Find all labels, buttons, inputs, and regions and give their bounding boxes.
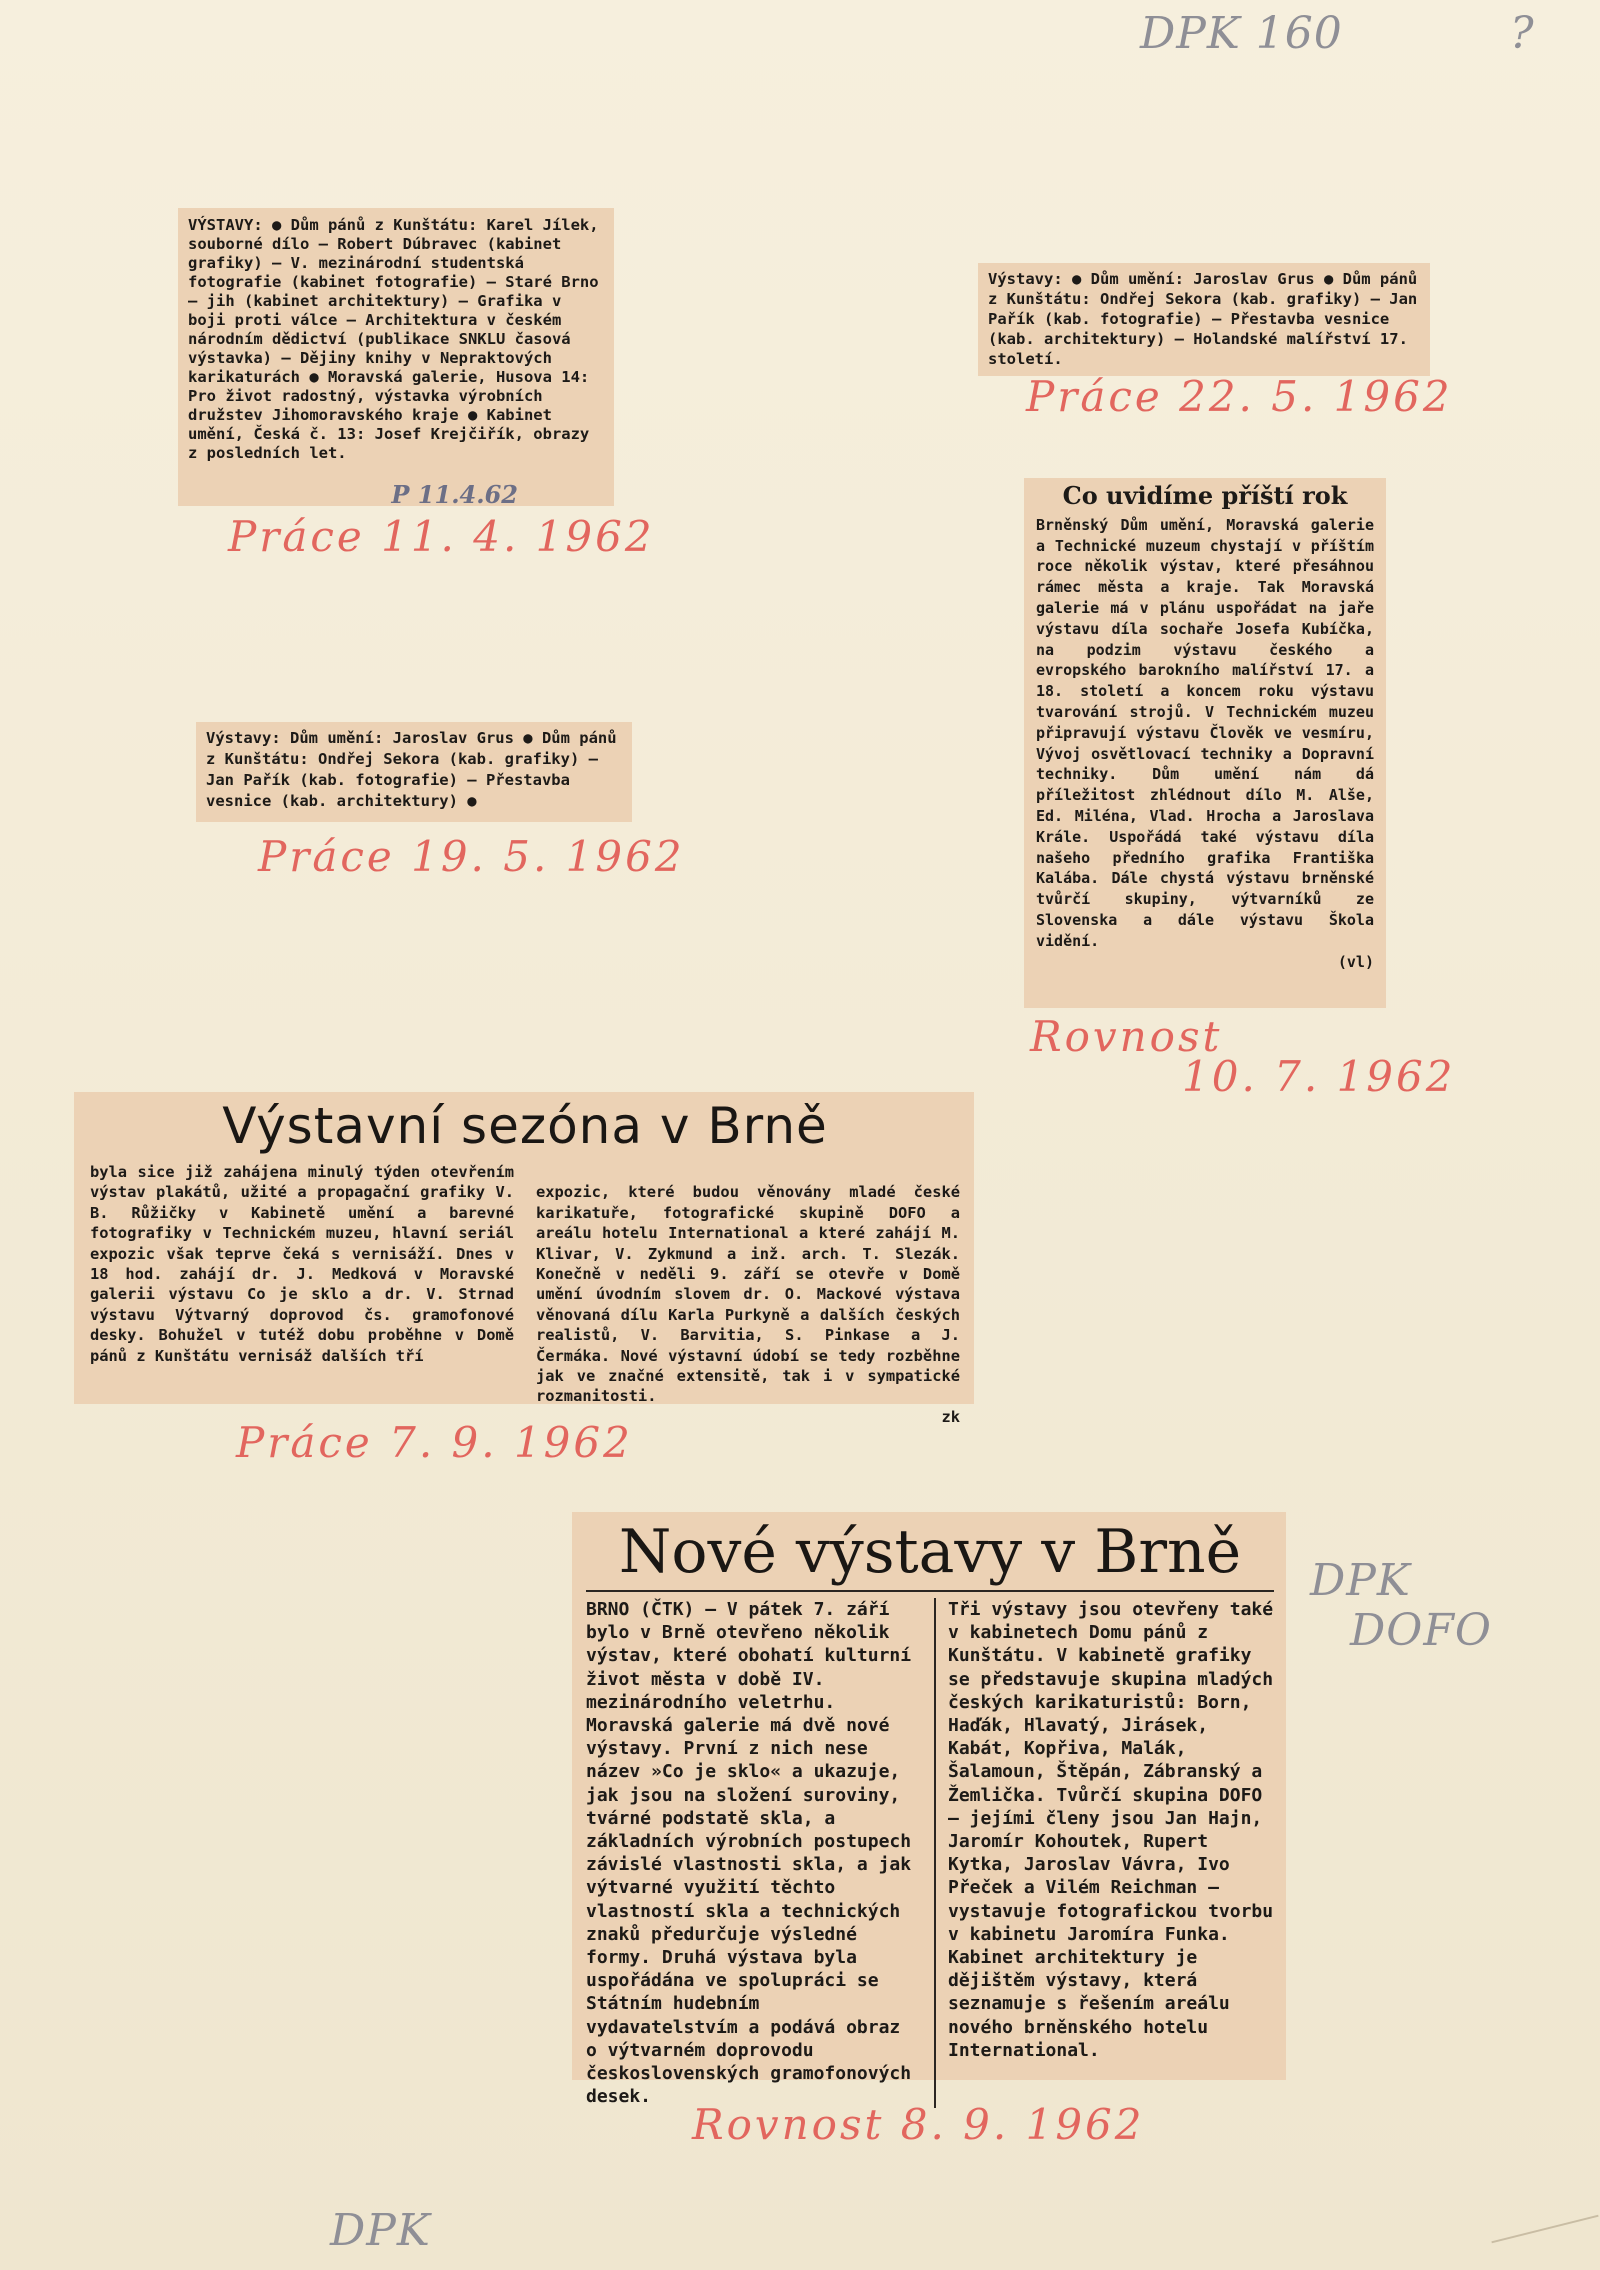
clipping-text: VÝSTAVY: ● Dům pánů z Kunštátu: Karel Jílek, souborné dílo — Robert Dúbravec (kabinet grafiky) — V. mezinárodní studentská fotografie (kabinet fotografie) — Staré Brno — jih (kabinet architektury) — Grafika v boji proti válce — Architektura v českém národním dědictví (publikace SNKLU časová výstavka) — Dějiny knihy v Nepraktových karikaturách ● Moravská galerie, Husova 14: Pro život radostný, výstavka výrobních družstev Jihomoravského kraje ● Kabinet umění, Česká č. 13: Josef Krejčiřík, obrazy z posledních let.	[188, 216, 599, 462]
article-column-right: Tři výstavy jsou otevřeny také v kabinetech Domu pánů z Kunštátu. V kabinetě grafiky se představuje skupina mladých českých karikaturistů: Born, Haďák, Hlavatý, Jirásek, Kabát, Kopřiva, Malák, Šalamoun, Štěpán, Zábranský a Žemlička. Tvůrčí skupina DOFO — jejími členy jsou Jan Hajn, Jaromír Kohoutek, Rupert Kytka, Jaroslav Vávra, Ivo Přeček a Vilém Reichman — vystavuje fotografickou tvorbu v kabinetu Jaromíra Funka. Kabinet architektury je dějištěm výstavy, která seznamuje s řešením areálu nového brněnského hotelu International.	[934, 1598, 1274, 2108]
article-column-left: BRNO (ČTK) — V pátek 7. září bylo v Brně otevřeno několik výstav, které obohatí kulturní život města v době IV. mezinárodního veletrhu. Moravská galerie má dvě nové výstavy. První z nich nese název »Co je sklo« a ukazuje, jak jsou na složení suroviny, tvárné podstatě skla, a základních výrobních postupech závislé vlastnosti skla, a jak výtvarné využití těchto vlastností skla a technických znaků předurčuje výsledné formy. Druhá výstava byla uspořádána ve spolupráci se Státním hudebním vydavatelstvím a podává obraz o výtvarném doprovodu československých gramofonových desek.	[586, 1599, 912, 2108]
handwritten-date: P 11.4.62	[391, 480, 518, 509]
pencil-note-bottom: DPK	[330, 2205, 431, 2256]
paper-edge-line	[1491, 2215, 1598, 2244]
clipping-text: Výstavy: ● Dům umění: Jaroslav Grus ● Dům pánů z Kunštátu: Ondřej Sekora (kab. grafiky) — Jan Pařík (kab. fotografie) — Přestavba vesnice (kab. architektury) — Holandské malířství 17. století.	[988, 270, 1418, 368]
clipping-vystavni-sezona	[74, 1092, 974, 1426]
clipping-text: Brněnský Dům umění, Moravská galerie a Technické muzeum chystají v příštím roce několik výstav, které přesáhnou rámec města a kraje. Tak Moravská galerie má v plánu uspořádat na jaře výstavu díla sochaře Josefa Kubíčka, na podzim výstavu českého a evropského barokního malířství 17. a 18. století a koncem roku výstavu tvarování strojů. V Technickém muzeu připravují výstavu Člověk ve vesmíru, Vývoj osvětlovací techniky a Dopravní techniky. Dům umění nám dá příležitost zhlédnout dílo M. Alše, Ed. Miléna, Vlad. Hrocha a Jaroslava Krále. Uspořádá také výstavu díla našeho předního grafika Františka Kalába. Dále chystá výstavu brněnské tvůrčí skupiny, výtvarníků ze Slovenska a dále výstavu Škola vidění.	[1036, 515, 1374, 950]
clipping-vystavy-may-22	[978, 263, 1430, 376]
source-stamp: Práce 7. 9. 1962	[236, 1418, 633, 1467]
author-signature: zk	[941, 1407, 960, 1426]
article-column-left: byla sice již zahájena minulý týden otevřením výstav plakátů, užité a propagační grafiky V. B. Růžičky v Kabinetě umění a barevné fotografiky v Technickém muzeu, hlavní seriál expozic však teprve čeká s vernisáží. Dnes v 18 hod. zahájí dr. J. Medková v Moravské galerii výstavu Co je sklo a dr. V. Strnad výstavu Výtvarný doprovod čs. gramofonové desky. Bohužel v tutéž dobu proběhne v Domě pánů z Kunštátu vernisáž dalších tří	[90, 1163, 514, 1365]
source-stamp: Práce 11. 4. 1962	[228, 512, 655, 561]
clipping-co-uvidime	[1024, 478, 1386, 1008]
source-stamp: Rovnost 8. 9. 1962	[692, 2100, 1145, 2149]
pencil-note-archive-code: DPK 160	[1140, 8, 1343, 59]
clipping-title: Výstavní sezóna v Brně	[222, 1097, 828, 1155]
clipping-vystavy-april	[178, 208, 614, 509]
article-column-right: expozic, které budou věnovány mladé české karikatuře, fotografické skupině DOFO a areálu hotelu International a které zahájí M. Klivar, V. Zykmund a inž. arch. T. Slezák. Konečně v neděli 9. září se otevře v Domě umění úvodním slovem dr. O. Mackové výstava věnovaná dílu Karla Purkyně a dalších českých realistů, V. Barvitia, S. Pinkase a J. Čermáka. Nové výstavní údobí se tedy rozběhne jak ve značné extensitě, tak i v sympatické rozmanitosti. zk	[536, 1183, 960, 1426]
source-stamp: Práce 19. 5. 1962	[258, 832, 685, 881]
pencil-note-right-1: DPK	[1310, 1555, 1411, 1606]
pencil-note-right-2: DOFO	[1350, 1605, 1492, 1656]
source-stamp: Práce 22. 5. 1962	[1026, 372, 1453, 421]
source-stamp-date: 10. 7. 1962	[1182, 1052, 1456, 1101]
clipping-text: Výstavy: Dům umění: Jaroslav Grus ● Dům pánů z Kunštátu: Ondřej Sekora (kab. grafiky) — Jan Pařík (kab. fotografie) — Přestavba vesnice (kab. architektury) ●	[206, 729, 617, 810]
clipping-title: Nové výstavy v Brně	[586, 1514, 1274, 1592]
author-signature: (vl)	[1337, 952, 1374, 971]
clipping-title: Co uvidíme příští rok	[1062, 481, 1348, 510]
clipping-nove-vystavy	[572, 1512, 1286, 2108]
pencil-note-question-mark: ?	[1510, 8, 1535, 59]
clipping-vystavy-may-19	[196, 722, 632, 822]
source-stamp-name: Rovnost	[1030, 1012, 1223, 1061]
